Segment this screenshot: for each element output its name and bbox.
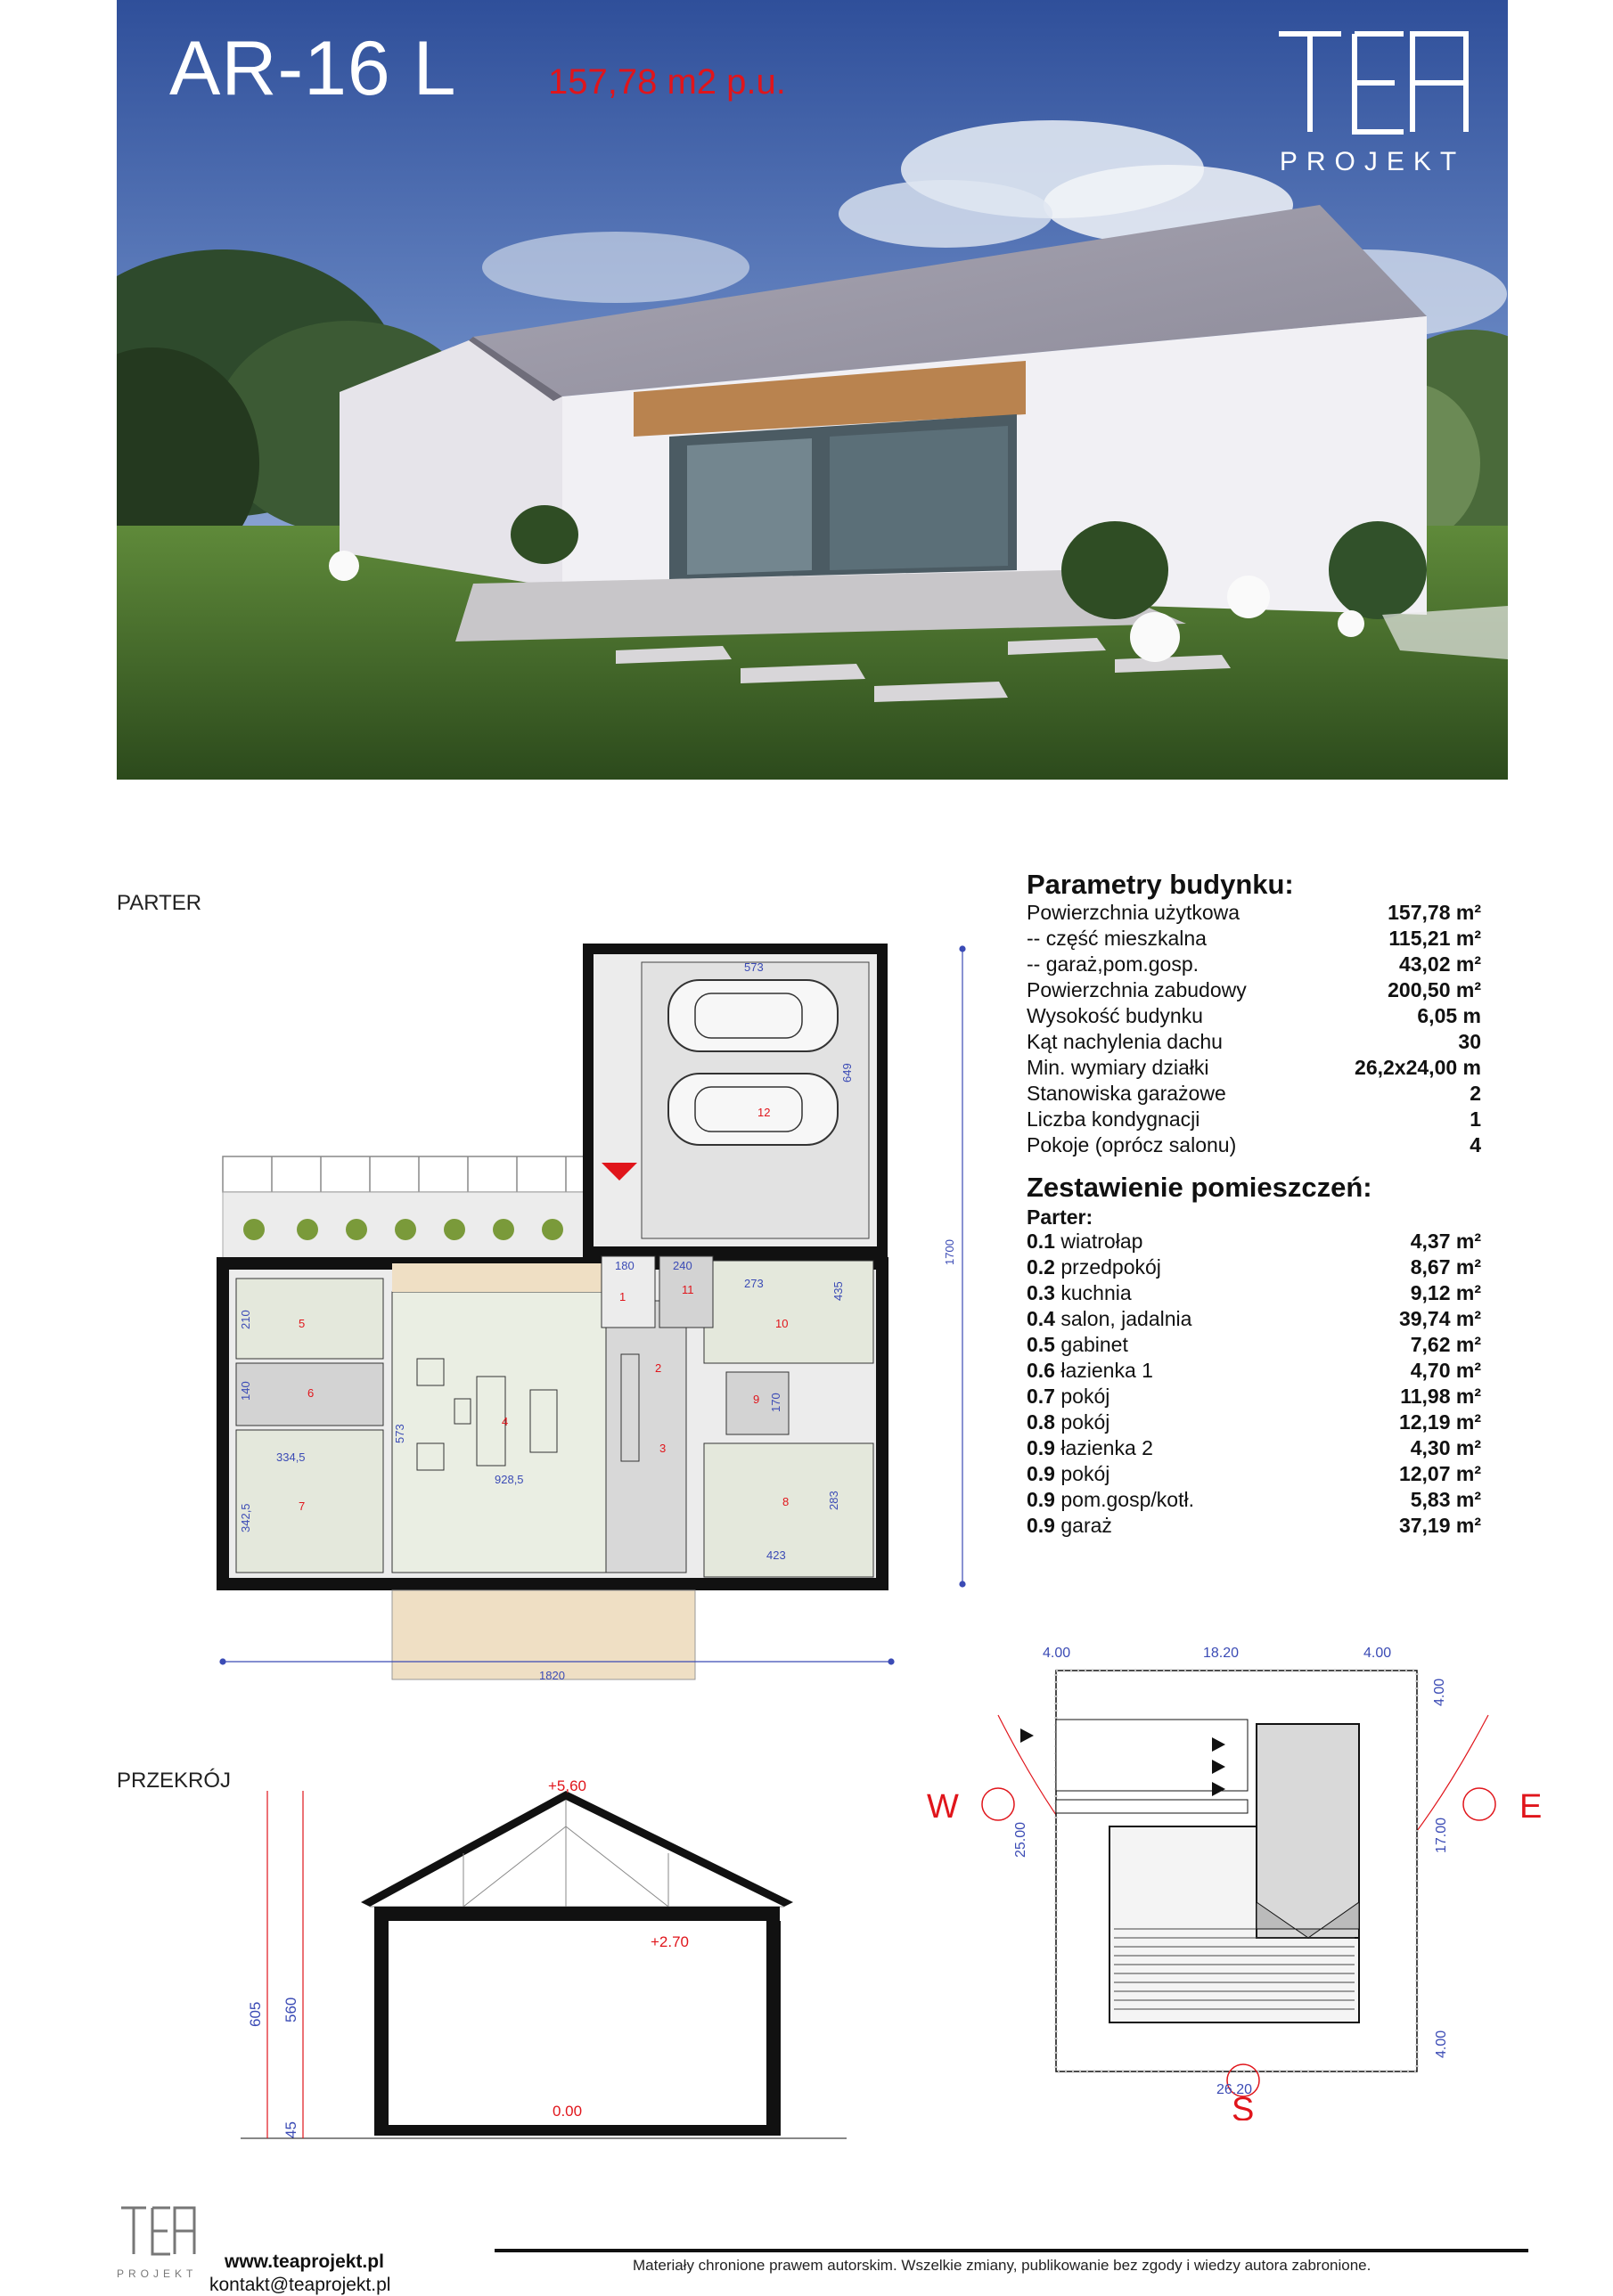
parameters-title: Parametry budynku: (1027, 869, 1294, 900)
room-name (1027, 1230, 1142, 1254)
floor-label: Parter: (1027, 1205, 1093, 1229)
room-name (1027, 1333, 1128, 1357)
dim-240: 240 (673, 1259, 692, 1272)
floor-plan-label: PARTER (117, 891, 202, 915)
parameter-label: Stanowiska garażowe (1027, 1082, 1226, 1105)
height-560: 560 (282, 1997, 299, 2022)
room-number: 0.5 (1027, 1333, 1055, 1356)
room-number: 0.1 (1027, 1230, 1055, 1253)
parameter-value: 30 (1458, 1030, 1481, 1053)
dim-342-5: 342,5 (239, 1503, 252, 1532)
usable-area-label: 157,78 m2 p.u. (548, 62, 786, 102)
height-605: 605 (247, 2001, 264, 2027)
room-name (1027, 1462, 1109, 1486)
parameter-label: Kąt nachylenia dachu (1027, 1030, 1223, 1053)
rooms-summary (1027, 1172, 1490, 1581)
room-number: 0.6 (1027, 1359, 1055, 1382)
parameter-label: Powierzchnia zabudowy (1027, 978, 1247, 1001)
room-area: 8,67 m² (1410, 1255, 1481, 1279)
room-type: łazienka 1 (1060, 1359, 1153, 1382)
floor-plan-drawing (209, 927, 985, 1684)
section-label: PRZEKRÓJ (117, 1769, 232, 1793)
room-label: 8 (782, 1495, 790, 1508)
parameter-label: Min. wymiary działki (1027, 1056, 1209, 1079)
room-row (1027, 1410, 1490, 1436)
room-number: 0.3 (1027, 1281, 1055, 1304)
room-type: łazienka 2 (1060, 1436, 1153, 1459)
east-label: E (1519, 1788, 1543, 1826)
room-type: pokój (1060, 1385, 1110, 1408)
room-label: 3 (659, 1442, 667, 1455)
dim-1820: 1820 (539, 1669, 565, 1682)
room-row (1027, 1281, 1490, 1307)
footer-logo-subtitle: PROJEKT (117, 2267, 198, 2280)
parameter-value: 2 (1470, 1082, 1481, 1105)
parameter-row (1027, 1107, 1490, 1133)
site-dim-top: 18.20 (1203, 1646, 1240, 1661)
parameter-label: Liczba kondygnacji (1027, 1107, 1200, 1131)
parameter-label: Pokoje (oprócz salonu) (1027, 1133, 1237, 1156)
parameter-row (1027, 1004, 1490, 1030)
room-name (1027, 1514, 1112, 1538)
tea-logo-mark-icon (1270, 25, 1475, 141)
room-row (1027, 1230, 1490, 1255)
dim-273: 273 (744, 1277, 764, 1290)
site-dim-building-height: 17.00 (1434, 1817, 1449, 1853)
room-number: 0.4 (1027, 1307, 1055, 1330)
parameter-label: -- część mieszkalna (1027, 927, 1207, 950)
room-row (1027, 1359, 1490, 1385)
room-label: 2 (655, 1361, 662, 1375)
footer-divider (495, 2249, 1528, 2252)
room-type: garaż (1060, 1514, 1112, 1537)
parameter-value: 1 (1470, 1107, 1481, 1131)
parameter-row (1027, 1082, 1490, 1107)
room-type: wiatrołap (1060, 1230, 1143, 1253)
room-type: kuchnia (1060, 1281, 1132, 1304)
room-label: 11 (682, 1283, 694, 1296)
ridge-level: +5,60 (548, 1777, 587, 1794)
room-area: 4,30 m² (1410, 1436, 1481, 1459)
tea-logo-footer-icon (117, 2201, 197, 2263)
parameter-row (1027, 927, 1490, 952)
parameter-row (1027, 901, 1490, 927)
dim-180: 180 (615, 1259, 635, 1272)
dim-573-top: 573 (744, 960, 764, 974)
parameter-row (1027, 1030, 1490, 1056)
room-label: 12 (757, 1106, 771, 1119)
parameter-value: 157,78 m² (1388, 901, 1481, 924)
room-area: 4,70 m² (1410, 1359, 1481, 1382)
room-label: 5 (299, 1317, 306, 1330)
room-number: 0.9 (1027, 1488, 1055, 1511)
cross-section-drawing (241, 1773, 847, 2147)
dim-649: 649 (840, 1063, 854, 1083)
room-number: 0.8 (1027, 1410, 1055, 1434)
dim-140: 140 (239, 1381, 252, 1401)
room-label: 4 (502, 1415, 509, 1428)
parameter-label: Powierzchnia użytkowa (1027, 901, 1240, 924)
parameter-value: 6,05 m (1417, 1004, 1481, 1027)
south-label: S (1232, 2091, 1255, 2120)
room-type: pokój (1060, 1462, 1110, 1485)
room-number: 0.9 (1027, 1514, 1055, 1537)
room-label: 6 (307, 1386, 315, 1400)
dim-435: 435 (831, 1281, 845, 1301)
room-type: gabinet (1060, 1333, 1128, 1356)
dim-283: 283 (827, 1491, 840, 1510)
copyright-notice: Materiały chronione prawem autorskim. Wszelkie zmiany, publikowanie bez zgody i wiedzy autora zabronione. (633, 2257, 1371, 2274)
height-45: 45 (282, 2121, 299, 2138)
room-area: 39,74 m² (1398, 1307, 1481, 1330)
room-name (1027, 1255, 1161, 1279)
room-type: przedpokój (1060, 1255, 1161, 1279)
room-name (1027, 1436, 1153, 1460)
parameter-row (1027, 1056, 1490, 1082)
room-row (1027, 1514, 1490, 1540)
room-label: 9 (753, 1393, 760, 1406)
room-type: pokój (1060, 1410, 1110, 1434)
west-label: W (927, 1788, 959, 1826)
floor-level: 0.00 (553, 2103, 583, 2120)
ceiling-level: +2.70 (651, 1933, 690, 1950)
room-number: 0.7 (1027, 1385, 1055, 1408)
room-type: salon, jadalnia (1060, 1307, 1192, 1330)
room-number: 0.9 (1027, 1462, 1055, 1485)
parameter-row (1027, 952, 1490, 978)
parameter-value: 200,50 m² (1388, 978, 1481, 1001)
dim-334-5: 334,5 (276, 1450, 306, 1464)
logo-subtitle: PROJEKT (1279, 147, 1466, 176)
parameter-row (1027, 1133, 1490, 1159)
dim-573: 573 (393, 1424, 406, 1443)
parameter-value: 115,21 m² (1388, 927, 1481, 950)
room-row (1027, 1333, 1490, 1359)
room-area: 12,07 m² (1398, 1462, 1481, 1485)
room-area: 4,37 m² (1410, 1230, 1481, 1253)
room-row (1027, 1488, 1490, 1514)
site-dim-right-top: 4.00 (1432, 1678, 1447, 1706)
room-name (1027, 1385, 1109, 1409)
room-row (1027, 1307, 1490, 1333)
building-parameters (1027, 869, 1490, 1154)
room-area: 11,98 m² (1400, 1385, 1481, 1408)
room-row (1027, 1462, 1490, 1488)
site-dim-width: 26.20 (1216, 2082, 1253, 2097)
dim-210: 210 (239, 1310, 252, 1329)
dim-928-5: 928,5 (495, 1473, 524, 1486)
parameter-row (1027, 978, 1490, 1004)
tea-projekt-logo (1270, 25, 1475, 177)
room-name (1027, 1488, 1194, 1512)
room-name (1027, 1281, 1132, 1305)
room-row (1027, 1385, 1490, 1410)
parameter-label: -- garaż,pom.gosp. (1027, 952, 1200, 976)
room-label: 10 (775, 1317, 789, 1330)
parameter-value: 43,02 m² (1398, 952, 1481, 976)
room-number: 0.2 (1027, 1255, 1055, 1279)
site-plan-drawing (900, 1635, 1560, 2120)
room-area: 5,83 m² (1410, 1488, 1481, 1511)
site-dim-left: 4.00 (1043, 1646, 1071, 1661)
room-label: 1 (619, 1290, 626, 1303)
footer-logo (117, 2201, 197, 2280)
room-name (1027, 1410, 1109, 1434)
room-row (1027, 1255, 1490, 1281)
email-link[interactable]: kontakt@teaprojekt.pl (209, 2275, 391, 2295)
parameter-value: 26,2x24,00 m (1355, 1056, 1481, 1079)
room-row (1027, 1436, 1490, 1462)
site-dim-right-bottom: 4.00 (1434, 2030, 1449, 2058)
dim-170: 170 (769, 1393, 782, 1412)
room-area: 9,12 m² (1410, 1281, 1481, 1304)
room-number: 0.9 (1027, 1436, 1055, 1459)
room-name (1027, 1359, 1153, 1383)
room-type: pom.gosp/kotł. (1060, 1488, 1194, 1511)
dim-423: 423 (766, 1548, 786, 1562)
site-dim-right: 4.00 (1363, 1646, 1392, 1661)
website-link[interactable]: www.teaprojekt.pl (225, 2251, 384, 2272)
site-dim-height: 25.00 (1013, 1821, 1028, 1858)
room-area: 12,19 m² (1398, 1410, 1481, 1434)
project-title: AR-16 L (169, 26, 457, 111)
rooms-title: Zestawienie pomieszczeń: (1027, 1172, 1372, 1203)
room-name (1027, 1307, 1191, 1331)
room-area: 7,62 m² (1410, 1333, 1481, 1356)
room-label: 7 (299, 1499, 306, 1513)
room-area: 37,19 m² (1398, 1514, 1481, 1537)
parameter-value: 4 (1470, 1133, 1481, 1156)
parameter-label: Wysokość budynku (1027, 1004, 1203, 1027)
dim-1700: 1700 (943, 1239, 956, 1265)
